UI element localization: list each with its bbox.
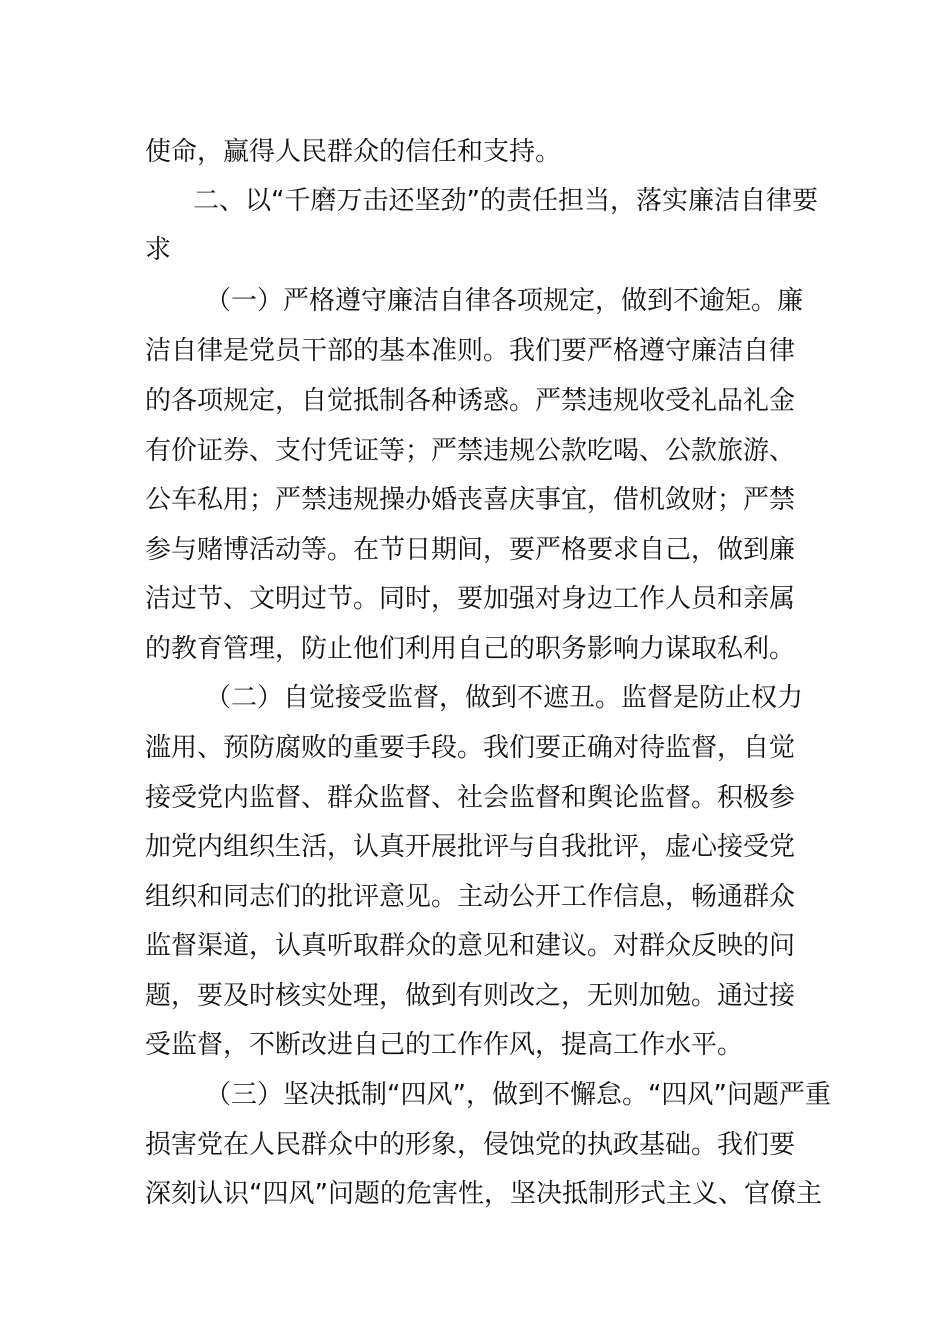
text-line: 的各项规定，自觉抵制各种诱惑。严禁违规收受礼品礼金 [145, 386, 796, 416]
text-line: 的教育管理，防止他们利用自己的职务影响力谋取私利。 [145, 634, 796, 664]
subsection-3-first-line: （三）坚决抵制“四风”，做到不懈怠。“四风”问题严重 [205, 1080, 831, 1110]
subsection-2-first-line: （二）自觉接受监督，做到不遮丑。监督是防止权力 [205, 683, 804, 713]
section-heading-2: 二、以“千磨万击还坚劲”的责任担当，落实廉洁自律要 [193, 186, 818, 216]
text-line: 加党内组织生活，认真开展批评与自我批评，虚心接受党 [145, 832, 796, 862]
text-line: 洁过节、文明过节。同时，要加强对身边工作人员和亲属 [145, 584, 796, 614]
text-line: 接受党内监督、群众监督、社会监督和舆论监督。积极参 [145, 783, 796, 813]
subsection-1-first-line: （一）严格遵守廉洁自律各项规定，做到不逾矩。廉 [205, 286, 804, 316]
text-line: 有价证券、支付凭证等；严禁违规公款吃喝、公款旅游、 [145, 436, 796, 466]
text-line: 监督渠道，认真听取群众的意见和建议。对群众反映的问 [145, 931, 796, 961]
section-heading-2-wrap: 求 [145, 235, 172, 265]
text-line: 损害党在人民群众中的形象，侵蚀党的执政基础。我们要 [145, 1130, 796, 1160]
text-line: 组织和同志们的批评意见。主动公开工作信息，畅通群众 [145, 882, 796, 912]
text-line: 受监督，不断改进自己的工作作风，提高工作水平。 [145, 1030, 744, 1060]
text-line: 公车私用；严禁违规操办婚丧喜庆事宜，借机敛财；严禁 [145, 485, 796, 515]
text-line: 深刻认识“四风”问题的危害性，坚决抵制形式主义、官僚主 [145, 1179, 822, 1209]
text-line: 洁自律是党员干部的基本准则。我们要严格遵守廉洁自律 [145, 336, 796, 366]
text-line: 参与赌博活动等。在节日期间，要严格要求自己，做到廉 [145, 535, 796, 565]
text-line: 滥用、预防腐败的重要手段。我们要正确对待监督，自觉 [145, 733, 796, 763]
text-line-continuation: 使命，赢得人民群众的信任和支持。 [145, 137, 562, 167]
text-line: 题，要及时核实处理，做到有则改之，无则加勉。通过接 [145, 981, 796, 1011]
